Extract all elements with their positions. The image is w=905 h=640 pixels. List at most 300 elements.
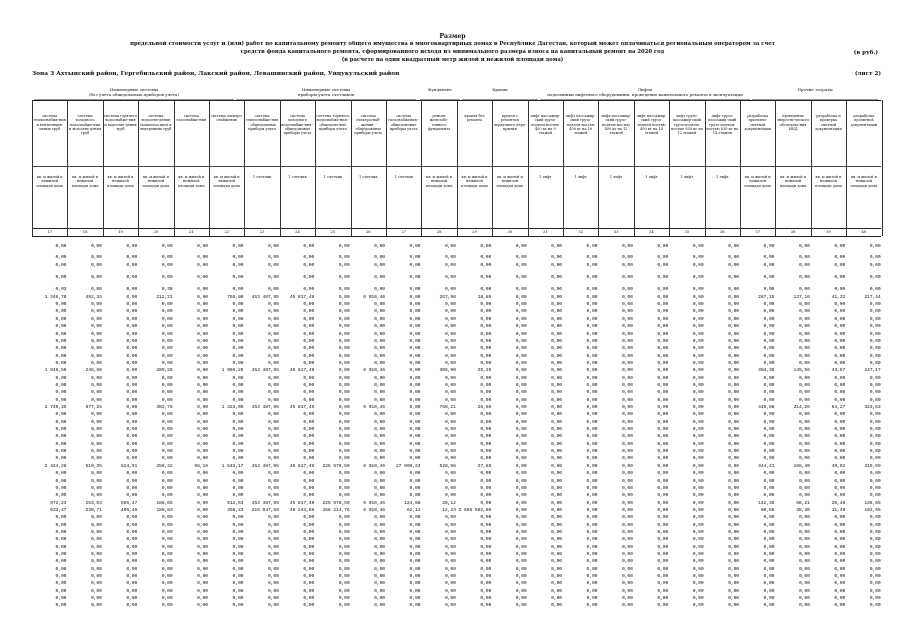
table-cell: 0,00 [303, 375, 315, 381]
table-cell: 0,00 [409, 441, 421, 447]
table-cell: 0,00 [232, 397, 244, 403]
table-cell: 0,00 [126, 449, 138, 455]
table-cell: 0,00 [657, 449, 669, 455]
table-cell: 0,00 [551, 346, 562, 352]
table-cell: 0,00 [869, 427, 881, 433]
table-cell: 0,00 [657, 316, 669, 322]
table-cell: 0,00 [515, 522, 527, 528]
table-cell: 0,00 [161, 441, 173, 447]
table-cell: 0,00 [763, 485, 775, 491]
table-cell: 0,00 [55, 338, 67, 344]
table-cell: 0,00 [480, 427, 492, 433]
table-cell: 0,00 [869, 244, 881, 249]
table-cell: 0,00 [338, 397, 350, 403]
table-cell: 0,00 [126, 275, 138, 281]
table-cell: 247,17 [864, 368, 881, 374]
table-cell: 45 817,49 [289, 368, 315, 374]
table-cell: 0,00 [232, 287, 244, 293]
table-cell: 0,00 [834, 574, 846, 580]
table-cell: 0,00 [374, 412, 385, 418]
table-cell: 633,47 [50, 507, 67, 513]
table-cell: 0,00 [232, 353, 244, 359]
table-cell: 0,00 [338, 255, 350, 261]
table-cell: 0,00 [161, 255, 173, 261]
table-cell: 0,00 [409, 522, 421, 528]
table-cell: 0,00 [232, 529, 244, 535]
table-cell: 0,00 [480, 419, 492, 425]
table-cell: 0,00 [657, 255, 669, 261]
table-cell: 0,00 [374, 419, 385, 425]
table-cell: 0,00 [126, 353, 138, 359]
table-cell: 0,00 [657, 544, 669, 550]
table-cell: 0,00 [90, 493, 102, 499]
table-cell: 0,00 [55, 346, 67, 352]
column-header-title: лифт пассажир-ский грузо-подъем-ностью 400 кг на 16 этажей [565, 114, 596, 136]
table-cell: 323,53 [864, 405, 881, 410]
table-cell: 0,00 [409, 331, 421, 337]
table-cell: 0,00 [728, 338, 739, 344]
table-cell: 0,00 [480, 581, 492, 587]
table-cell: 0,00 [692, 537, 704, 543]
table-cell: 0,00 [444, 596, 456, 602]
table-cell: 0,00 [869, 552, 881, 557]
column-header-title: разработка и проверка сметной документации [815, 114, 842, 131]
table-cell: 0,00 [303, 331, 315, 337]
table-cell: 0,00 [55, 255, 67, 261]
table-cell: 0,00 [197, 375, 208, 381]
table-cell: 0,00 [374, 552, 385, 557]
table-cell: 0,00 [834, 353, 846, 359]
table-cell: 0,00 [551, 544, 562, 550]
table-cell: 209,29 [156, 368, 173, 374]
table-cell: 0,00 [126, 485, 138, 491]
table-cell: 0,00 [798, 471, 810, 477]
table-cell: 0,00 [586, 456, 598, 462]
table-cell: 0,00 [374, 316, 385, 322]
table-cell: 0,00 [869, 309, 881, 315]
table-cell: 0,00 [90, 478, 102, 484]
table-cell: 0,00 [515, 574, 527, 580]
column-header-title: система холодного водоснабже-ния - общедомовые приборы учета [281, 114, 314, 136]
table-cell: 0,00 [55, 552, 67, 557]
column-header-unit: кв. м жилой и нежилой площади дома [815, 175, 842, 188]
table-cell: 2 739,35 [44, 405, 67, 410]
table-cell: 0,00 [197, 529, 208, 535]
table-cell: 0,00 [161, 331, 173, 337]
table-cell: 0,00 [55, 309, 67, 315]
table-cell: 0,00 [444, 382, 456, 388]
table-cell: 0,00 [621, 324, 633, 330]
table-cell: 0,00 [55, 522, 67, 528]
table-cell: 0,00 [197, 346, 208, 352]
column-number: 17 [47, 230, 53, 234]
table-cell: 0,00 [90, 302, 102, 308]
table-cell: 0,00 [303, 449, 315, 455]
table-cell: 0,00 [515, 566, 527, 572]
table-cell: 0,00 [621, 471, 633, 477]
table-cell: 6 010,46 [363, 405, 385, 410]
table-cell: 0,00 [692, 397, 704, 403]
table-cell: 0,00 [338, 302, 350, 308]
table-cell: 45 817,49 [289, 500, 315, 506]
table-cell: 0,00 [798, 596, 810, 602]
table-cell: 0,00 [444, 529, 456, 535]
table-cell: 0,00 [586, 544, 598, 550]
table-cell: 0,00 [692, 478, 704, 484]
table-cell: 0,00 [869, 566, 881, 572]
table-cell: 0,00 [374, 309, 385, 315]
table-cell: 0,00 [232, 485, 244, 491]
table-cell: 0,00 [515, 449, 527, 455]
table-cell: 0,00 [480, 515, 492, 521]
table-cell: 0,00 [267, 493, 279, 499]
table-cell: 0,00 [444, 441, 456, 447]
table-cell: 0,00 [197, 331, 208, 337]
table-cell: 677,25 [85, 405, 102, 410]
table-cell: 0,00 [869, 456, 881, 462]
table-cell: 0,00 [267, 596, 279, 602]
column-header-unit: кв. м жилой и нежилой площади дома [107, 175, 134, 188]
table-cell: 43,67 [831, 368, 846, 374]
table-cell: 0,00 [409, 544, 421, 550]
table-cell: 0,00 [232, 309, 244, 315]
table-cell: 0,00 [197, 471, 208, 477]
table-cell: 0,00 [551, 434, 562, 440]
table-cell: 0,00 [692, 427, 704, 433]
table-cell: 0,00 [126, 522, 138, 528]
table-cell: 0,00 [621, 346, 633, 352]
table-cell: 0,00 [409, 419, 421, 425]
table-cell: 0,00 [161, 522, 173, 528]
table-cell: 768,21 [439, 405, 456, 410]
table-cell: 0,00 [480, 412, 492, 418]
column-number: 27 [401, 230, 407, 234]
column-header-unit: кв. м жилой и нежилой площади дома [744, 175, 772, 188]
table-cell: 512,63 [227, 500, 244, 506]
table-cell: 0,00 [232, 552, 244, 557]
table-cell: 0,00 [515, 456, 527, 462]
table-cell: 103,66 [864, 507, 881, 513]
table-cell: 0,00 [586, 287, 598, 293]
table-cell: 0,00 [161, 529, 173, 535]
table-cell: 0,00 [267, 382, 279, 388]
column-header-unit: кв. м жилой и нежилой площади дома [496, 175, 524, 188]
table-cell: 0,00 [621, 360, 633, 366]
table-cell: 0,00 [267, 603, 279, 609]
table-cell: 0,00 [197, 559, 208, 565]
table-cell: 0,00 [303, 485, 315, 491]
table-cell: 0,00 [409, 262, 421, 268]
table-cell: 0,00 [763, 441, 775, 447]
table-cell: 0,00 [834, 309, 846, 315]
table-cell: 0,00 [834, 331, 846, 337]
table-cell: 0,00 [232, 244, 244, 249]
table-cell: 0,00 [657, 368, 669, 374]
table-cell: 0,00 [267, 552, 279, 557]
table-cell: 0,00 [728, 559, 739, 565]
table-cell: 0,00 [586, 581, 598, 587]
table-cell: 0,00 [621, 588, 633, 594]
table-cell: 0,00 [161, 338, 173, 344]
table-cell: 6 010,46 [363, 463, 385, 469]
table-cell: 0,00 [798, 360, 810, 366]
table-cell: 0,00 [621, 419, 633, 425]
table-cell: 0,00 [197, 537, 208, 543]
document-subtitle-line3: (в расчете на один квадратный метр жилой и нежилой площади дома) [341, 57, 564, 63]
table-cell: 0,00 [55, 390, 67, 396]
table-cell: 0,00 [692, 275, 704, 281]
table-cell: 0,00 [338, 485, 350, 491]
table-cell: 0,00 [409, 427, 421, 433]
table-cell: 0,00 [232, 537, 244, 543]
column-header-unit: 1 счетчик [359, 175, 378, 179]
table-cell: 0,00 [692, 456, 704, 462]
table-cell: 0,00 [90, 566, 102, 572]
table-cell: 0,00 [90, 419, 102, 425]
table-cell: 0,00 [869, 302, 881, 308]
table-cell: 0,00 [303, 566, 315, 572]
column-header-title: разработка проектной документации [850, 114, 878, 127]
table-cell: 0,00 [161, 456, 173, 462]
table-cell: 2 666 502,80 [458, 507, 492, 513]
table-cell: 0,00 [267, 397, 279, 403]
table-cell: 0,00 [409, 302, 421, 308]
table-cell: 0,00 [728, 287, 739, 293]
table-cell: 0,00 [55, 603, 67, 609]
table-cell: 11,49 [831, 507, 846, 513]
table-cell: 0,00 [232, 255, 244, 261]
table-cell: 0,00 [834, 581, 846, 587]
table-cell: 0,00 [763, 302, 775, 308]
table-cell: 0,00 [126, 294, 138, 300]
table-cell: 0,00 [586, 515, 598, 521]
table-cell: 0,00 [692, 603, 704, 609]
table-cell: 0,00 [515, 405, 527, 410]
table-cell: 0,00 [692, 507, 704, 513]
table-cell: 0,00 [303, 529, 315, 535]
table-cell: 0,00 [126, 515, 138, 521]
table-cell: 0,00 [728, 316, 739, 322]
table-cell: 0,00 [621, 353, 633, 359]
table-cell: 0,00 [515, 397, 527, 403]
table-cell: 0,00 [586, 522, 598, 528]
table-cell: 0,00 [657, 324, 669, 330]
table-cell: 258,32 [156, 463, 173, 469]
table-cell: 0,00 [869, 346, 881, 352]
table-cell: 0,00 [621, 331, 633, 337]
table-cell: 0,00 [551, 360, 562, 366]
column-number: 38 [790, 230, 796, 234]
table-cell: 0,00 [798, 566, 810, 572]
table-cell: 0,00 [444, 478, 456, 484]
table-cell: 0,00 [303, 353, 315, 359]
table-cell: 0,00 [657, 537, 669, 543]
table-cell: 0,00 [728, 368, 739, 374]
table-cell: 0,00 [692, 419, 704, 425]
table-cell: 0,00 [798, 544, 810, 550]
table-cell: 0,00 [374, 434, 385, 440]
table-cell: 0,00 [728, 324, 739, 330]
table-cell: 0,00 [869, 471, 881, 477]
table-cell: 0,00 [763, 434, 775, 440]
table-cell: 0,00 [232, 449, 244, 455]
table-cell: 0,00 [55, 566, 67, 572]
table-cell: 0,00 [409, 390, 421, 396]
table-cell: 0,00 [409, 375, 421, 381]
column-header-unit: кв. м жилой и нежилой площади дома [779, 175, 807, 188]
table-cell: 0,00 [763, 559, 775, 565]
table-cell: 0,00 [303, 360, 315, 366]
table-cell: 0,00 [586, 427, 598, 433]
table-cell: 0,00 [763, 581, 775, 587]
table-cell: 0,00 [197, 427, 208, 433]
table-cell: 0,00 [232, 566, 244, 572]
table-cell: 0,00 [834, 603, 846, 609]
table-cell: 0,00 [692, 338, 704, 344]
table-cell: 0,00 [90, 529, 102, 535]
column-number: 39 [826, 230, 831, 234]
table-cell: 0,00 [586, 596, 598, 602]
table-cell: 0,00 [834, 419, 846, 425]
column-number: 24 [295, 230, 300, 234]
table-cell: 0,00 [763, 515, 775, 521]
column-header-unit: 1 счетчик [323, 175, 343, 179]
column-number: 26 [365, 230, 371, 234]
table-cell: 0,00 [444, 574, 456, 580]
table-cell: 0,00 [338, 427, 350, 433]
table-cell: 0,00 [728, 515, 739, 521]
column-header-title: система теплоснабже-ния - общедомовые приборы учета [245, 114, 279, 131]
column-number: 28 [436, 230, 442, 234]
table-cell: 0,00 [515, 544, 527, 550]
table-cell: 0,00 [621, 316, 633, 322]
table-cell: 0,00 [161, 412, 173, 418]
table-cell: 0,00 [267, 275, 279, 281]
table-cell: 0,00 [267, 324, 279, 330]
table-cell: 0,00 [621, 390, 633, 396]
table-cell: 0,00 [798, 529, 810, 535]
table-cell: 0,00 [798, 493, 810, 499]
table-cell: 0,00 [338, 262, 350, 268]
table-cell: 0,00 [197, 405, 208, 410]
table-cell: 0,00 [798, 603, 810, 609]
table-cell: 0,00 [161, 390, 173, 396]
table-cell: 0,00 [763, 537, 775, 543]
table-cell: 0,00 [551, 309, 562, 315]
table-cell: 0,00 [869, 434, 881, 440]
table-cell: 0,00 [657, 434, 669, 440]
column-header-title: кровля без ремонта [464, 114, 485, 123]
table-rule [32, 236, 881, 237]
table-cell: 0,00 [444, 522, 456, 528]
table-cell: 0,00 [409, 515, 421, 521]
table-cell: 0,00 [834, 412, 846, 418]
table-cell: 0,00 [267, 427, 279, 433]
table-cell: 0,00 [515, 275, 527, 281]
table-cell: 0,00 [834, 434, 846, 440]
table-cell: 0,00 [480, 338, 492, 344]
table-cell: 0,00 [763, 522, 775, 528]
unit-label: (в руб.) [853, 50, 878, 56]
table-cell: 0,00 [621, 463, 633, 469]
table-cell: 565,47 [120, 500, 138, 506]
table-cell: 0,00 [657, 331, 669, 337]
table-cell: 0,00 [161, 309, 173, 315]
table-cell: 0,00 [197, 262, 208, 268]
table-cell: 0,00 [444, 559, 456, 565]
table-cell: 0,00 [55, 574, 67, 580]
table-cell: 0,00 [480, 255, 492, 261]
column-header-title: система электроснаб-жения - общедомовые приборы учета [354, 114, 383, 136]
table-cell: 0,00 [161, 382, 173, 388]
table-cell: 0,00 [338, 309, 350, 315]
table-cell: 405,46 [120, 507, 138, 513]
table-cell: 0,00 [657, 522, 669, 528]
table-cell: 0,00 [586, 338, 598, 344]
table-cell: 0,00 [55, 485, 67, 491]
table-cell: 0,00 [55, 529, 67, 535]
table-cell: 0,00 [621, 529, 633, 535]
table-cell: 0,00 [480, 434, 492, 440]
table-cell: 0,00 [551, 244, 562, 249]
table-cell: 0,00 [763, 324, 775, 330]
table-cell: 0,00 [267, 581, 279, 587]
table-cell: 137,16 [793, 294, 810, 300]
table-cell: 0,00 [728, 255, 739, 261]
table-cell: 0,00 [90, 434, 102, 440]
table-cell: 0,00 [515, 287, 527, 293]
table-cell: 0,00 [869, 412, 881, 418]
table-cell: 0,00 [90, 244, 102, 249]
table-cell: 0,00 [232, 275, 244, 281]
table-cell: 0,00 [267, 434, 279, 440]
table-cell: 0,00 [232, 522, 244, 528]
table-cell: 0,00 [232, 390, 244, 396]
table-cell: 0,00 [798, 390, 810, 396]
table-cell: 0,00 [728, 529, 739, 535]
table-cell: 0,00 [480, 522, 492, 528]
table-cell: 0,00 [161, 353, 173, 359]
table-cell: 0,00 [763, 588, 775, 594]
table-cell: 0,00 [374, 346, 385, 352]
table-cell: 0,00 [551, 559, 562, 565]
table-cell: 0,00 [657, 360, 669, 366]
table-cell: 0,00 [303, 596, 315, 602]
table-cell: 0,00 [126, 537, 138, 543]
table-cell: 0,00 [197, 478, 208, 484]
table-cell: 0,00 [728, 427, 739, 433]
table-cell: 0,00 [232, 302, 244, 308]
table-cell: 0,00 [834, 566, 846, 572]
table-cell: 45 817,49 [289, 294, 315, 300]
table-cell: 0,00 [692, 574, 704, 580]
table-cell: 0,00 [409, 449, 421, 455]
table-cell: 0,00 [232, 316, 244, 322]
column-number: 29 [472, 230, 477, 234]
table-cell: 0,00 [409, 309, 421, 315]
column-number: 18 [82, 230, 88, 234]
table-cell: 0,00 [374, 522, 385, 528]
table-cell: 0,00 [303, 427, 315, 433]
table-cell: 6 010,46 [363, 500, 385, 506]
table-cell: 0,00 [692, 588, 704, 594]
table-cell: 0,00 [657, 471, 669, 477]
table-cell: 0,00 [586, 559, 598, 565]
table-cell: 0,00 [515, 412, 527, 418]
table-cell: 0,00 [303, 522, 315, 528]
table-cell: 0,00 [55, 302, 67, 308]
table-cell: 0,00 [728, 463, 739, 469]
